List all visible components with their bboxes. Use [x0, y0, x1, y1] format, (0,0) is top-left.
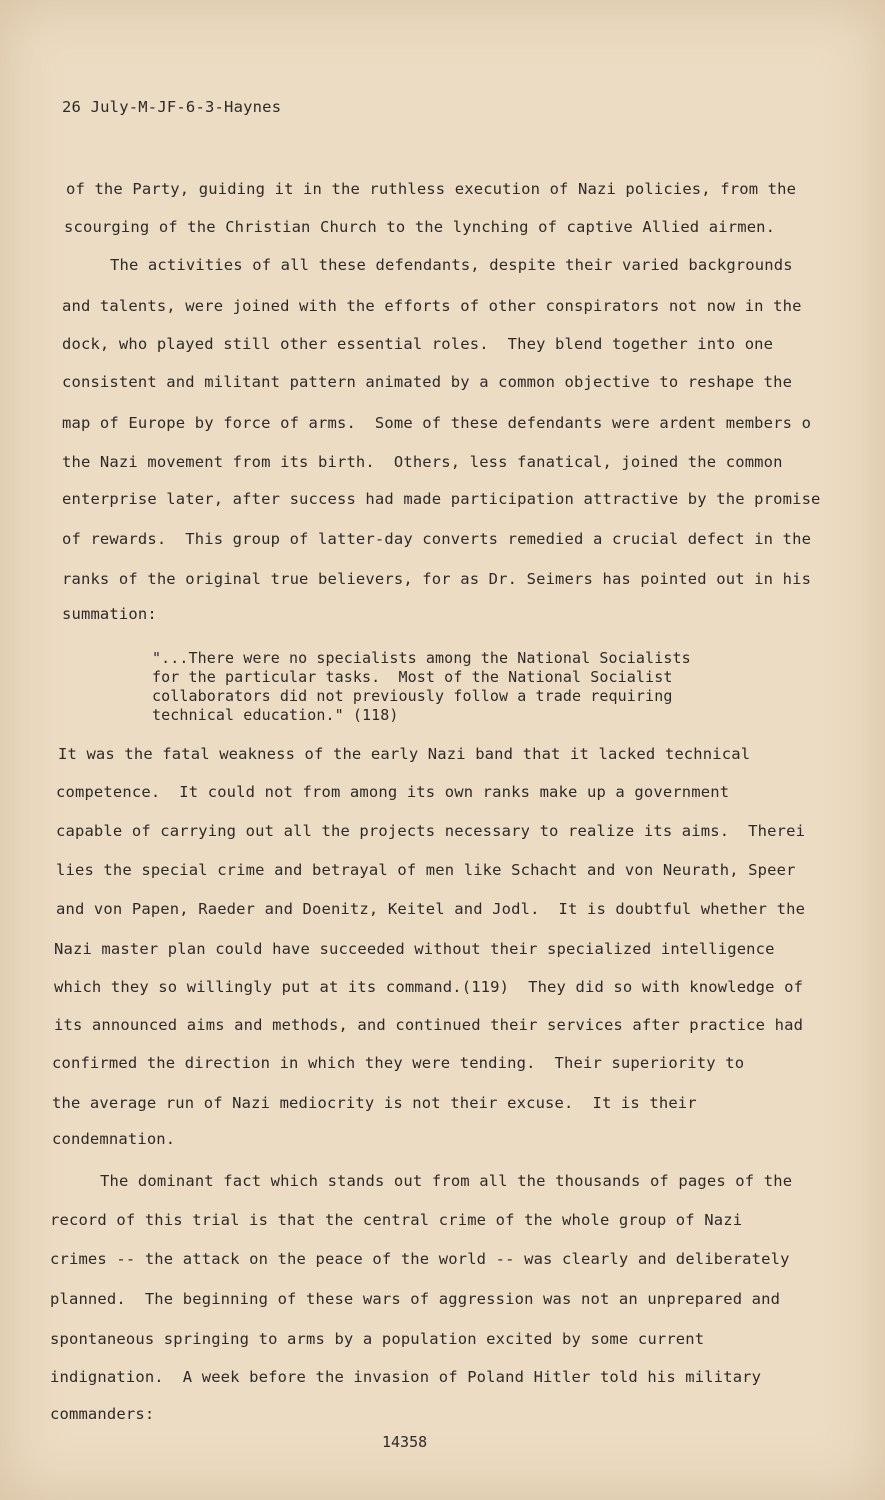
text-line: ranks of the original true believers, for as Dr. Seimers has pointed out in his — [62, 570, 812, 588]
text-line: enterprise later, after success had made participation attractive by the promise — [62, 490, 821, 508]
page-header: 26 July-M-JF-6-3-Haynes — [62, 98, 282, 116]
text-line: capable of carrying out all the projects necessary to realize its aims. Therei — [56, 822, 806, 840]
text-line: summation: — [62, 605, 157, 623]
text-line: map of Europe by force of arms. Some of these defendants were ardent members o — [62, 414, 812, 432]
text-line: of the Party, guiding it in the ruthless execution of Nazi policies, from the — [66, 180, 797, 198]
text-line: The activities of all these defendants, despite their varied backgrounds — [110, 256, 793, 274]
quote-line: "...There were no specialists among the National Socialists — [152, 649, 691, 667]
text-line: the Nazi movement from its birth. Others, less fanatical, joined the common — [62, 453, 783, 471]
text-line: dock, who played still other essential roles. They blend together into one — [62, 335, 774, 353]
text-line: condemnation. — [52, 1130, 176, 1148]
quote-line: technical education." (118) — [152, 706, 399, 724]
text-line: its announced aims and methods, and continued their services after practice had — [54, 1016, 804, 1034]
text-line: and talents, were joined with the efforts of other conspirators not now in the — [62, 297, 802, 315]
text-line: It was the fatal weakness of the early Nazi band that it lacked technical — [58, 745, 751, 763]
page-number: 14358 — [382, 1433, 428, 1451]
text-line: competence. It could not from among its own ranks make up a government — [56, 783, 730, 801]
text-line: planned. The beginning of these wars of aggression was not an unprepared and — [50, 1290, 781, 1308]
text-line: lies the special crime and betrayal of men like Schacht and von Neurath, Speer — [56, 861, 796, 879]
text-line: of rewards. This group of latter-day converts remedied a crucial defect in the — [62, 530, 812, 548]
quote-line: for the particular tasks. Most of the National Socialist — [152, 668, 673, 686]
text-line: scourging of the Christian Church to the lynching of captive Allied airmen. — [64, 218, 776, 236]
text-line: spontaneous springing to arms by a population excited by some current — [50, 1330, 705, 1348]
quote-line: collaborators did not previously follow a trade requiring — [152, 687, 673, 705]
text-line: record of this trial is that the central crime of the whole group of Nazi — [50, 1211, 743, 1229]
text-line: crimes -- the attack on the peace of the world -- was clearly and deliberately — [50, 1250, 790, 1268]
text-line: the average run of Nazi mediocrity is not their excuse. It is their — [52, 1094, 697, 1112]
text-line: commanders: — [50, 1405, 155, 1423]
text-line: and von Papen, Raeder and Doenitz, Keitel and Jodl. It is doubtful whether the — [56, 900, 806, 918]
text-line: Nazi master plan could have succeeded without their specialized intelligence — [54, 940, 775, 958]
text-line: consistent and militant pattern animated by a common objective to reshape the — [62, 373, 793, 391]
text-line: confirmed the direction in which they were tending. Their superiority to — [52, 1054, 745, 1072]
text-line: indignation. A week before the invasion of Poland Hitler told his military — [50, 1368, 762, 1386]
text-line: which they so willingly put at its command.(119) They did so with knowledge of — [54, 978, 804, 996]
text-line: The dominant fact which stands out from all the thousands of pages of the — [100, 1172, 793, 1190]
